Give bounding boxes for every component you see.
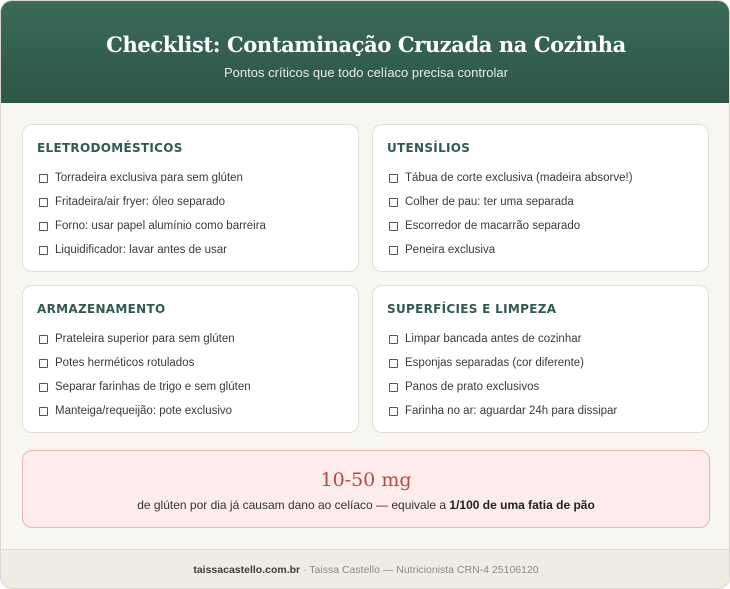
checklist-item-label: Esponjas separadas (cor diferente) [405, 357, 584, 369]
checklist-item[interactable] [39, 166, 348, 190]
checklist-item-label: Prateleira superior para sem glúten [55, 333, 235, 345]
checkbox-icon[interactable] [39, 174, 48, 183]
checklist-item[interactable] [389, 399, 698, 423]
checklist-item-label: Manteiga/requeijão: pote exclusivo [55, 405, 233, 417]
checkbox-icon[interactable] [389, 198, 398, 207]
section-title: SUPERFÍCIES E LIMPEZA [387, 302, 557, 316]
section-armazenamento [22, 285, 359, 433]
header [1, 1, 730, 103]
checkbox-icon[interactable] [39, 407, 48, 416]
checkbox-icon[interactable] [389, 174, 398, 183]
checklist-item[interactable] [39, 375, 348, 399]
checklist-item-label: Tábua de corte exclusiva (madeira absorve!) [405, 172, 633, 184]
threshold-value: 10-50 mg [320, 469, 412, 491]
checklist-item-label: Forno: usar papel alumínio como barreira [55, 220, 266, 232]
checkbox-icon[interactable] [389, 222, 398, 231]
checkbox-icon[interactable] [389, 359, 398, 368]
checkbox-icon[interactable] [39, 383, 48, 392]
checklist-item[interactable] [39, 351, 348, 375]
checklist-item-label: Torradeira exclusiva para sem glúten [55, 172, 243, 184]
section-eletrodomesticos [22, 124, 359, 272]
checklist-item[interactable] [39, 214, 348, 238]
page-title: Checklist: Contaminação Cruzada na Cozinha [106, 32, 626, 57]
checklist-item[interactable] [389, 238, 698, 262]
checklist-item[interactable] [39, 238, 348, 262]
checklist-item[interactable] [39, 327, 348, 351]
checklist [389, 166, 698, 262]
checklist-item-label: Panos de prato exclusivos [405, 381, 540, 393]
page-subtitle: Pontos críticos que todo celíaco precisa controlar [224, 65, 508, 80]
checklist-item[interactable] [389, 166, 698, 190]
section-utensilios [372, 124, 709, 272]
checklist-item[interactable] [389, 214, 698, 238]
checklist-item-label: Liquidificador: lavar antes de usar [55, 244, 227, 256]
footer-credit: · Taissa Castello — Nutricionista CRN-4 25106120 [300, 564, 539, 576]
checklist-item[interactable] [39, 399, 348, 423]
section-title: UTENSÍLIOS [387, 141, 471, 155]
checklist-item-label: Farinha no ar: aguardar 24h para dissipar [405, 405, 618, 417]
checklist [389, 327, 698, 423]
checklist-item-label: Potes herméticos rotulados [55, 357, 195, 369]
footer [1, 549, 730, 589]
checklist-item[interactable] [39, 190, 348, 214]
checklist-item-label: Fritadeira/air fryer: óleo separado [55, 196, 226, 208]
checkbox-icon[interactable] [39, 359, 48, 368]
checklist-item-label: Colher de pau: ter uma separada [405, 196, 574, 208]
threshold-emphasis: 1/100 de uma fatia de pão [449, 498, 595, 512]
checklist-item-label: Peneira exclusiva [405, 244, 496, 256]
section-superficies-limpeza [372, 285, 709, 433]
checkbox-icon[interactable] [389, 246, 398, 255]
threshold-description [23, 497, 709, 513]
checklist [39, 327, 348, 423]
section-title: ARMAZENAMENTO [37, 302, 166, 316]
checklist-item[interactable] [389, 375, 698, 399]
checkbox-icon[interactable] [39, 246, 48, 255]
checkbox-icon[interactable] [39, 335, 48, 344]
checklist-item-label: Limpar bancada antes de cozinhar [405, 333, 582, 345]
checklist-item[interactable] [389, 351, 698, 375]
checkbox-icon[interactable] [39, 222, 48, 231]
threshold-text: de glúten por dia já causam dano ao celíaco — equivale a [137, 498, 450, 512]
checkbox-icon[interactable] [39, 198, 48, 207]
footer-site-link[interactable]: taissacastello.com.br [193, 564, 301, 576]
checklist-item-label: Escorredor de macarrão separado [405, 220, 581, 232]
checklist-item-label: Separar farinhas de trigo e sem glúten [55, 381, 251, 393]
gluten-threshold-alert [22, 450, 710, 528]
checklist [39, 166, 348, 262]
checklist-item[interactable] [389, 190, 698, 214]
checklist-item[interactable] [389, 327, 698, 351]
checkbox-icon[interactable] [389, 383, 398, 392]
section-title: ELETRODOMÉSTICOS [37, 141, 183, 155]
checkbox-icon[interactable] [389, 407, 398, 416]
checkbox-icon[interactable] [389, 335, 398, 344]
